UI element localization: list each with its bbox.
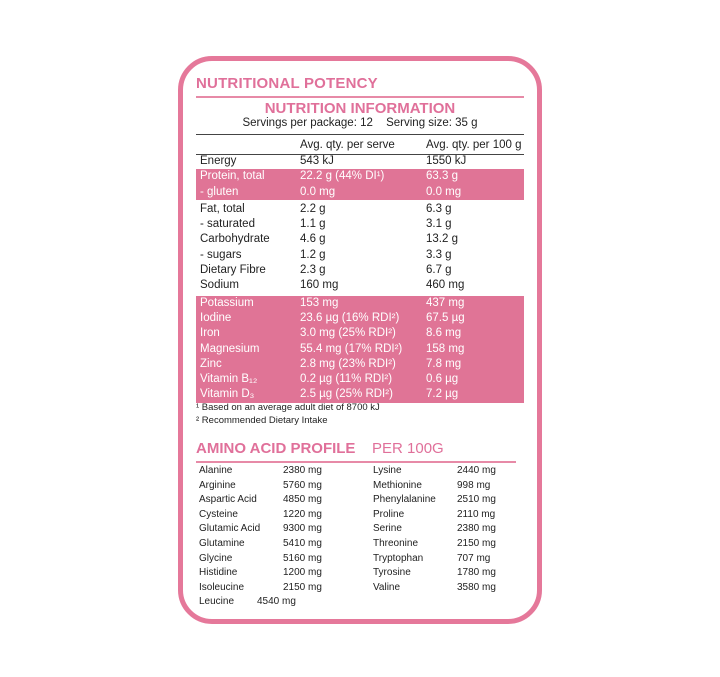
amino-name: Valine	[373, 581, 401, 593]
amino-value: 5410 mg	[283, 538, 322, 549]
amino-name: Arginine	[199, 479, 236, 491]
nutrition-label: - saturated	[200, 218, 255, 231]
amino-value: 2150 mg	[283, 581, 322, 593]
amino-value: 5160 mg	[283, 552, 322, 564]
amino-value: 4540 mg	[257, 596, 296, 608]
amino-name: Glutamine	[199, 538, 245, 549]
nutrition-per-100g: 8.6 mg	[426, 327, 462, 340]
nutrition-per-serve: 55.4 mg (17% RDI²)	[300, 342, 403, 355]
nutrition-per-serve: 160 mg	[300, 279, 339, 292]
nutrition-label: Potassium	[200, 296, 254, 309]
amino-name: Lysine	[373, 465, 402, 476]
nutrition-per-serve: 23.6 µg (16% RDI²)	[300, 311, 400, 324]
amino-name: Isoleucine	[199, 581, 245, 593]
amino-name: Glycine	[199, 552, 233, 564]
nutrition-label: Energy	[200, 155, 237, 167]
nutrition-per-serve: 153 mg	[300, 296, 339, 309]
nutrition-row	[196, 232, 524, 247]
amino-value: 2510 mg	[457, 494, 496, 506]
footnote-2: ² Recommended Dietary Intake	[196, 415, 328, 426]
col-head-per100: Avg. qty. per 100 g	[426, 139, 522, 151]
amino-value: 3580 mg	[457, 581, 496, 593]
nutrition-per-100g: 6.7 g	[426, 264, 452, 277]
nutrition-row	[196, 296, 524, 311]
nutrition-per-serve: 2.3 g	[300, 264, 326, 277]
amino-name: Phenylalanine	[373, 494, 436, 506]
nutrition-per-serve: 543 kJ	[300, 155, 334, 167]
nutrition-label: Carbohydrate	[200, 233, 270, 246]
nutrition-per-serve: 0.0 mg	[300, 185, 336, 198]
nutrition-row	[196, 357, 524, 372]
nutrition-per-serve: 22.2 g (44% DI¹)	[300, 170, 385, 183]
nutrition-per-serve: 3.0 mg (25% RDI²)	[300, 327, 396, 340]
amino-name: Proline	[373, 508, 405, 520]
amino-value: 2150 mg	[457, 538, 496, 549]
servings-divider	[196, 134, 524, 135]
nutrition-per-100g: 6.3 g	[426, 202, 452, 215]
nutrition-label: Fat, total	[200, 202, 245, 215]
nutrition-per-serve: 2.5 µg (25% RDI²)	[300, 388, 393, 401]
nutrition-per-serve: 2.8 mg (23% RDI²)	[300, 357, 396, 370]
amino-value: 4850 mg	[283, 494, 322, 506]
nutrition-label: Vitamin B₁₂	[200, 373, 258, 386]
nutrition-row	[196, 154, 524, 169]
nutrition-row	[196, 326, 524, 341]
nutrition-row	[196, 342, 524, 357]
amino-name: Tryptophan	[373, 552, 424, 564]
nutrition-per-100g: 460 mg	[426, 279, 465, 292]
nutrition-label: - gluten	[200, 185, 239, 198]
amino-name: Aspartic Acid	[199, 494, 257, 506]
amino-value: 707 mg	[457, 552, 491, 564]
nutrition-label: Protein, total	[200, 170, 265, 183]
nutrition-label: Zinc	[200, 357, 222, 370]
nutrition-label: Magnesium	[200, 342, 260, 355]
nutrition-row	[196, 217, 524, 232]
amino-name: Leucine	[199, 596, 235, 608]
nutrition-row	[196, 372, 524, 387]
nutrition-per-100g: 158 mg	[426, 342, 465, 355]
nutrition-per-100g: 7.8 mg	[426, 357, 462, 370]
nutrition-row	[196, 278, 524, 293]
nutrition-label: Iodine	[200, 311, 232, 324]
nutrition-per-100g: 3.1 g	[426, 218, 452, 231]
amino-value: 1220 mg	[283, 508, 322, 520]
nutrition-row	[196, 248, 524, 263]
nutrition-per-serve: 4.6 g	[300, 233, 326, 246]
amino-divider	[196, 461, 516, 463]
amino-value: 2380 mg	[457, 523, 496, 535]
nutrition-label: - sugars	[200, 248, 242, 261]
amino-value: 9300 mg	[283, 523, 322, 535]
amino-value: 998 mg	[457, 479, 491, 491]
nutrition-label: Dietary Fibre	[200, 264, 266, 277]
amino-acid-heading: AMINO ACID PROFILE	[196, 440, 356, 457]
nutrition-row	[196, 387, 524, 402]
amino-name: Histidine	[199, 567, 238, 579]
nutritional-potency-heading: NUTRITIONAL POTENCY	[196, 75, 378, 92]
amino-value: 1780 mg	[457, 567, 496, 579]
amino-value: 2440 mg	[457, 465, 496, 476]
servings-per-package: Servings per package: 12	[242, 117, 373, 129]
nutrition-per-serve: 0.2 µg (11% RDI²)	[300, 373, 393, 386]
amino-name: Threonine	[373, 538, 419, 549]
col-head-serve: Avg. qty. per serve	[300, 139, 395, 151]
amino-name: Tyrosine	[373, 567, 411, 579]
nutrition-information-heading: NUTRITION INFORMATION	[264, 100, 456, 117]
nutrition-label: Iron	[200, 327, 220, 340]
nutrition-per-100g: 0.0 mg	[426, 185, 462, 198]
nutrition-per-100g: 13.2 g	[426, 233, 458, 246]
nutrition-per-serve: 2.2 g	[300, 202, 326, 215]
amino-name: Alanine	[199, 465, 233, 476]
potency-divider	[196, 96, 524, 98]
footnote-1: ¹ Based on an average adult diet of 8700 kJ	[196, 402, 380, 413]
nutrition-row	[196, 263, 524, 278]
amino-name: Serine	[373, 523, 402, 535]
amino-value: 2110 mg	[457, 508, 496, 520]
nutrition-row	[196, 202, 524, 217]
nutrition-per-100g: 63.3 g	[426, 170, 458, 183]
amino-name: Methionine	[373, 479, 422, 491]
nutrition-per-100g: 437 mg	[426, 296, 465, 309]
amino-value: 1200 mg	[283, 567, 322, 579]
amino-per-heading: PER 100G	[372, 440, 444, 457]
nutrition-per-100g: 67.5 µg	[426, 311, 465, 324]
nutrition-row	[196, 185, 524, 200]
amino-name: Cysteine	[199, 508, 238, 520]
nutrition-label: Vitamin D₃	[200, 388, 255, 401]
serving-size: Serving size: 35 g	[386, 117, 478, 129]
servings-line	[196, 117, 524, 129]
amino-value: 2380 mg	[283, 465, 322, 476]
nutrition-per-100g: 1550 kJ	[426, 155, 467, 167]
nutrition-per-100g: 0.6 µg	[426, 373, 459, 386]
nutrition-per-100g: 7.2 µg	[426, 388, 459, 401]
nutrition-row	[196, 169, 524, 184]
nutrition-table	[196, 154, 524, 403]
nutrition-label: Sodium	[200, 279, 239, 292]
nutrition-row	[196, 311, 524, 326]
nutrition-per-serve: 1.1 g	[300, 218, 326, 231]
nutrition-per-serve: 1.2 g	[300, 248, 326, 261]
amino-name: Glutamic Acid	[199, 523, 261, 535]
amino-value: 5760 mg	[283, 479, 322, 491]
nutrition-per-100g: 3.3 g	[426, 248, 452, 261]
